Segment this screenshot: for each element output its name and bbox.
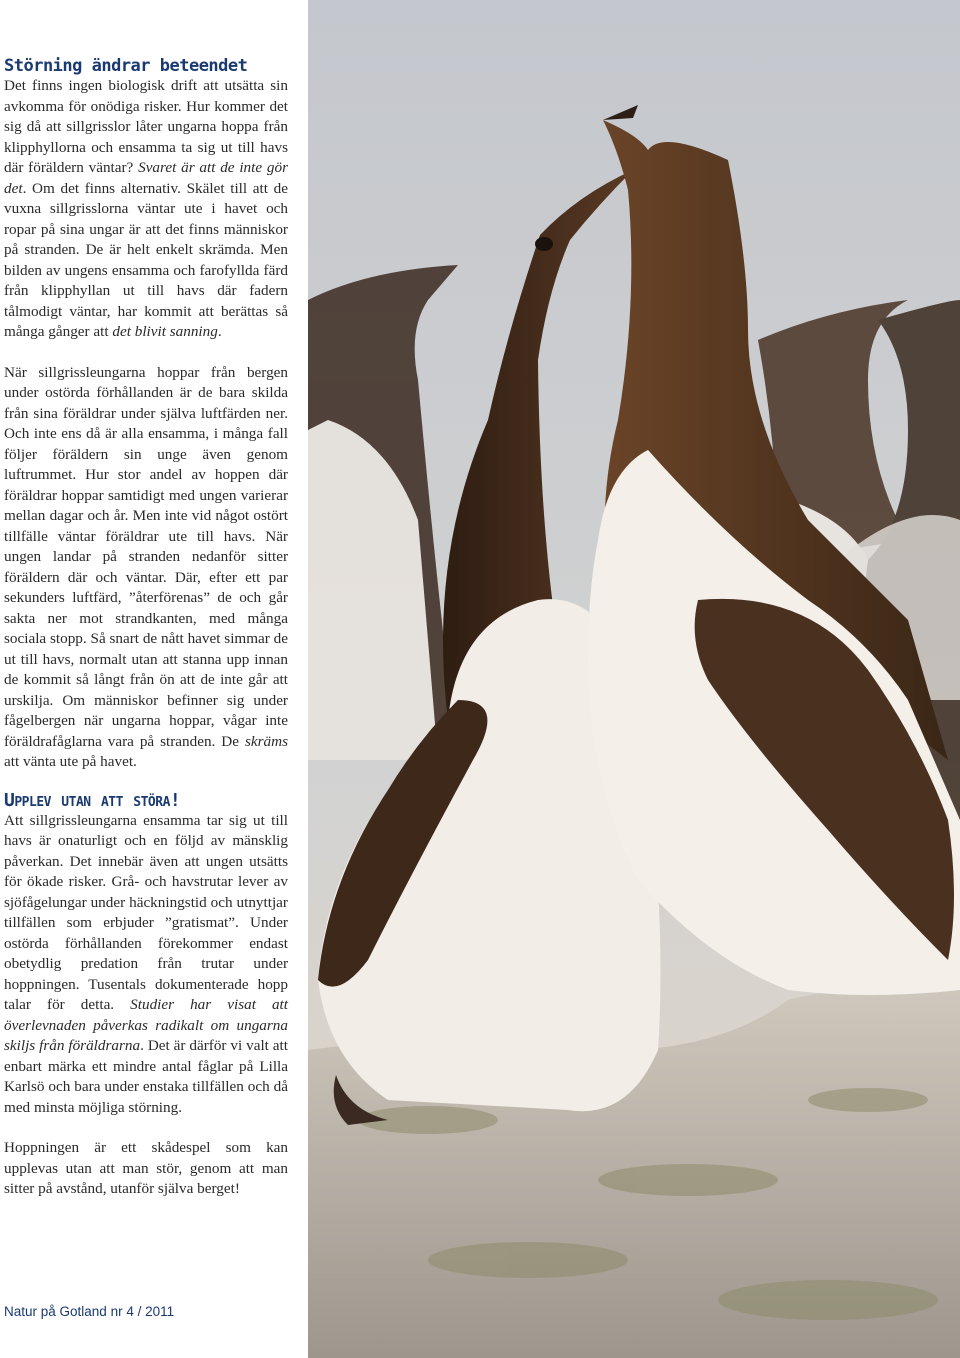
paragraph-3-text-a: Att sillgrissleungarna ensamma tar sig ut till havs är onaturligt och en följd av mänsklig påverkan. Det innebär även att ungen utsätts för ökade risker. Grå- och havstrutar lever av sjöfågelungar under häckningstid och utnyttjar tillfällen som erbjuder ”gratismat”. Under ostörda förhållanden förekommer endast obetydlig predation från trutar under hoppningen. Tusentals dokumenterade hopp talar för detta. (4, 811, 288, 1013)
paragraph-1-italic-b: det blivit sanning (112, 323, 218, 340)
page-footer: Natur på Gotland nr 4 / 2011 (4, 1304, 175, 1319)
paragraph-1-italic-a: Svaret är att de inte gör det (4, 159, 288, 197)
paragraph-2-text-b: att vänta ute på havet. (4, 753, 137, 770)
paragraph-3-italic: Studier har visat att överlevnaden påverkas radikalt om ungarna skiljs från föräldrarna (4, 996, 288, 1054)
paragraph-2 (4, 363, 288, 773)
paragraph-2-italic: skräms (244, 732, 288, 750)
paragraph-3 (4, 811, 288, 1119)
paragraph-1-text-b: . Om det finns alternativ. Skälet till att de vuxna sillgrisslorna väntar ute i havet och ropar på sina ungar är att det finns människor på stranden. De är helt enkelt skrämda. Men bilden av ungens ensamma och farofyllda färd från klipphyllan ut till havs där fadern tålmodigt väntar, har kommit att berättas så många gånger att (4, 179, 288, 340)
section-heading-experience: Upplev utan att störa! (4, 789, 181, 811)
paragraph-4: Hoppningen är ett skådespel som kan upplevas utan att man stör, genom att man sitter på avstånd, utanför själva berget! (4, 1139, 288, 1197)
paragraph-3-text-b: . Det är därför vi valt att enbart märka ett mindre antal fåglar på Lilla Karlsö och bara under enstaka tillfällen och då med minsta möjliga störning. (4, 1037, 288, 1116)
article-column (4, 56, 288, 1200)
section-heading-disturbance: Störning ändrar beteendet (4, 56, 248, 76)
guillemot-photo (308, 0, 960, 1358)
paragraph-1-text-a: Det finns ingen biologisk drift att utsätta sin avkomma för onödiga risker. Hur kommer det sig då att sillgrisslor låter ungarna hoppa från klipphyllorna och ensamma ta sig ut till havs där föräldern väntar? (4, 77, 288, 176)
paragraph-1-text-c: . (217, 323, 222, 340)
paragraph-1 (4, 76, 288, 343)
paragraph-2-text-a: När sillgrissleungarna hoppar från bergen under ostörda förhållanden är de bara skilda från sina föräldrar under själva luftfärden ner. Och inte ens då är alla ensamma, i många fall följer föräldern sin unge även genom luftrummet. Hur stor andel av hoppen där föräldrar hoppar samtidigt med ungen varierar mellan dagar och år. Men inte vid något ostört tillfälle väntar föräldrar ute till havs. När ungen landar på stranden nedanför sitter föräldern där och väntar. Där, efter ett par sekunders luftfärd, ”återförenas” de och går sakta ner mot strandkanten, med många sociala stopp. Så snart de nått havet simmar de ut till havs, normalt utan att stanna upp innan de kommit så långt från ön att de inte går att urskilja. Om människor befinner sig under fågelbergen när ungarna hoppar, vågar inte föräldrafåglarna vara på stranden. De (4, 363, 288, 750)
